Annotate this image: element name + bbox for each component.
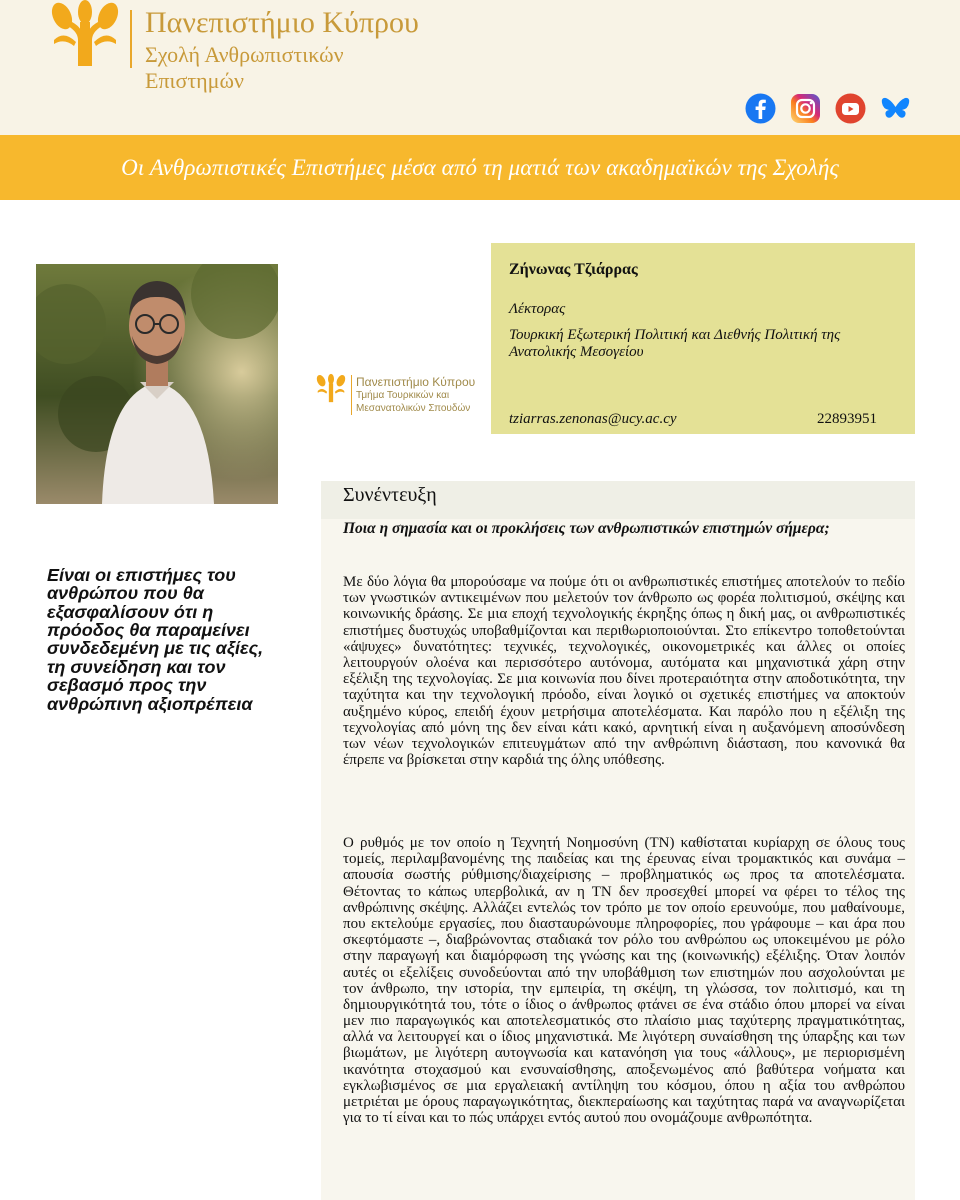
- interview-header: [321, 481, 915, 519]
- department-tree-logo-icon: [316, 373, 346, 403]
- profile-photo: [36, 264, 278, 504]
- department-logo-divider: [351, 375, 352, 415]
- social-links: [744, 92, 912, 124]
- person-email[interactable]: tziarras.zenonas@ucy.ac.cy: [509, 411, 677, 427]
- interview-title: Συνέντευξη: [343, 484, 437, 506]
- pull-quote: Είναι οι επιστήμες του ανθρώπου που θα εξασφαλίσουν ότι η πρόοδος θα παραμείνει συνδεδεμένη με τις αξίες, τη συνείδηση και τον σεβασμό προς την ανθρώπινη αξιοπρέπεια: [47, 565, 264, 714]
- interview-paragraph: Ο ρυθμός με τον οποίο η Τεχνητή Νοημοσύνη (ΤΝ) καθίσταται κυρίαρχη σε όλους τους τομείς, περιλαμβανομένης της παιδείας και της έρευνας είναι τρομακτικός και συνάμα – απουσία σωστής ρύθμισης/διαχείρισης – προβληματικός ως προς τα αποτελέσματα. Θέτοντας το κάπως υπερβολικά, αν η ΤΝ δεν προσεχθεί μπορεί να φέρει το τέλος της ανθρώπινης σκέψης. Αλλάζει εντελώς τον τρόπο με τον οποίο ερευνούμε, που μαθαίνουμε, που εκτελούμε εργασίες, που διασταυρώνουμε πληροφορίες, που γράφουμε – και άρα που σκεφτόμαστε –, διαβρώνοντας σταδιακά τον ρόλο του ανθρώπου ως υποκειμένου με ρόλο στην παραγωγή και διαμόρφωση της γνώσης και της (κοινωνικής) εξέλιξης. Όταν λοιπόν αυτές οι εξελίξεις συνοδεύονται από την υποβάθμιση των επιστημών που ασχολούνται με τον άνθρωπο, την ιστορία, την εμπειρία, τη σκέψη, τη γλώσσα, τον πολιτισμό, και τη δημιουργικότητά του, τότε ο ίδιος ο άνθρωπος φτάνει σε ένα στάδιο όπου μπορεί να είναι μεν πιο παραγωγικός και αποτελεσματικός στο πλαίσιο μιας ταχύτερης πραγματικότητας, αλλά να λειτουργεί και ο ίδιος μηχανιστικά. Με λιγότερη συναίσθηση της ύπαρξης και των βιωμάτων, με λιγότερη αυτογνωσία και κατανόηση για τους «άλλους», με περιορισμένη ικανότητα στοχασμού και ενσυναίσθησης, αποξενωμένος από βαθύτερα νοήματα και εγκλωβισμένος σε μια εργαλειακή αντίληψη του κόσμου, όπου η αξία του ανθρώπου μετριέται με όρους παραγωγικότητας, διεκπεραίωσης και ταχύτητας παρά να αναγνωρίζεται για το τί είναι και το πώς υπάρχει εντός αυτού που ονομάζουμε ανθρωπότητα.: [343, 835, 905, 1127]
- banner-title: Οι Ανθρωπιστικές Επιστήμες μέσα από τη ματιά των ακαδημαϊκών της Σχολής: [121, 154, 839, 180]
- facebook-icon[interactable]: [744, 92, 777, 125]
- youtube-icon[interactable]: [834, 92, 867, 125]
- profile-info-box: [491, 243, 915, 434]
- department-logo-department: Τμήμα Τουρκικών και Μεσανατολικών Σπουδών: [356, 390, 471, 414]
- person-name: Ζήνωνας Τζιάρρας: [509, 261, 638, 278]
- interview-paragraph: Με δύο λόγια θα μπορούσαμε να πούμε ότι οι ανθρωπιστικές επιστήμες αποτελούν το πεδίο των γνωστικών αντικειμένων που μελετούν τον άνθρωπο ως φορέα πολιτισμού, σκέψης και κοινωνικής δράσης. Σε μια εποχή τεχνολογικής έκρηξης όπως η δική μας, οι ανθρωπιστικές επιστήμες δυστυχώς υποβαθμίζονται και περιθωριοποιούνται. Στο επίκεντρο τοποθετούνται «άψυχες» δυνατότητες: τεχνικές, τεχνολογικές, οικονομετρικές και άλλες οι οποίες λειτουργούν ολοένα και περισσότερο αυτόνομα, αυτόματα και μηχανιστικά χάρη στην εξέλιξη της τεχνολογίας. Σε μια κοινωνία που δίνει προτεραιότητα στην αποδοτικότητα, την ταχύτητα και την τεχνολογική πρόοδο, είναι λογικό οι σχετικές επιστήμες να αποκτούν αυξημένο κύρος, επειδή έχουν μετρήσιμα αποτελέσματα. Και παρόλο που η εξέλιξη της τεχνολογίας από μόνη της δεν είναι κάτι κακό, αρνητική είναι η αυξανόμενη αποσύνδεση των νέων τεχνολογικών επιτευγμάτων από την ανθρώπινη διάσταση, που κανονικά θα έπρεπε να βρίσκεται στην καρδιά της όλης υπόθεσης.: [343, 574, 905, 769]
- university-tree-logo-icon: [50, 0, 120, 66]
- logo-divider: [130, 10, 132, 68]
- department-logo-university: Πανεπιστήμιο Κύπρου: [356, 375, 476, 389]
- person-phone: 22893951: [817, 411, 877, 427]
- interview-content: [321, 519, 915, 1200]
- banner: [0, 135, 960, 200]
- person-field: Τουρκική Εξωτερική Πολιτική και Διεθνής Πολιτική της Ανατολικής Μεσογείου: [509, 327, 841, 360]
- university-name: Πανεπιστήμιο Κύπρου: [145, 6, 419, 39]
- school-name: Σχολή Ανθρωπιστικών Επιστημών: [145, 42, 344, 94]
- person-role: Λέκτορας: [509, 301, 566, 317]
- header: [0, 0, 960, 135]
- bluesky-icon[interactable]: [879, 92, 912, 125]
- interview-question: Ποια η σημασία και οι προκλήσεις των ανθρωπιστικών επιστημών σήμερα;: [343, 520, 830, 537]
- instagram-icon[interactable]: [789, 92, 822, 125]
